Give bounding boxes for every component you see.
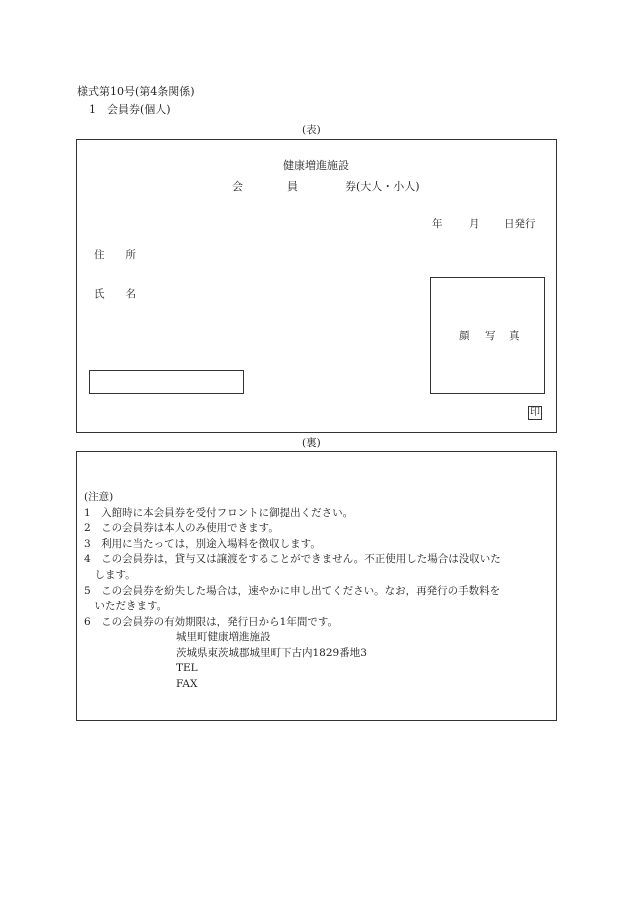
title-ken: 券(大人・小人) bbox=[345, 180, 420, 193]
note-line: 5 この会員券を紛失した場合は，速やかに申し出てください。なお，再発行の手数料を bbox=[84, 584, 501, 597]
notes-heading: (注意) bbox=[84, 491, 114, 503]
date-issue: 日発行 bbox=[504, 218, 536, 230]
notes-block bbox=[84, 490, 550, 630]
contact-fax: FAX bbox=[176, 677, 198, 690]
front-caption: (表) bbox=[302, 124, 321, 136]
photo-char-3: 真 bbox=[509, 330, 520, 342]
name-label: 氏 名 bbox=[94, 288, 136, 300]
note-line: 3 利用に当たっては，別途入場料を徴収します。 bbox=[84, 537, 321, 550]
note-line: いただきます。 bbox=[84, 600, 168, 613]
contact-address: 茨城県東茨城郡城里町下古内1829番地3 bbox=[176, 646, 367, 659]
card-front bbox=[76, 139, 557, 433]
back-caption: (裏) bbox=[302, 437, 321, 449]
seal-mark: 印 bbox=[530, 407, 540, 418]
title-char-kai: 会 bbox=[232, 180, 243, 193]
facility-name: 健康増進施設 bbox=[283, 159, 349, 172]
date-month: 月 bbox=[469, 218, 480, 230]
title-char-in: 員 bbox=[287, 180, 298, 193]
section-title: 1 会員券(個人) bbox=[89, 103, 171, 116]
note-line: 6 この会員券の有効期限は，発行日から1年間です。 bbox=[84, 615, 339, 628]
number-field-box bbox=[89, 370, 244, 394]
contact-tel: TEL bbox=[176, 662, 198, 675]
contact-block bbox=[176, 630, 367, 692]
note-line: 2 この会員券は本人のみ使用できます。 bbox=[84, 522, 279, 535]
photo-char-1: 顔 bbox=[459, 330, 470, 342]
photo-char-2: 写 bbox=[485, 330, 496, 342]
photo-box bbox=[430, 277, 545, 394]
address-label: 住 所 bbox=[94, 249, 136, 261]
date-year: 年 bbox=[432, 218, 443, 230]
note-line: 4 この会員券は，貸与又は譲渡をすることができません。不正使用した場合は没収いた bbox=[84, 553, 501, 566]
form-header: 様式第10号(第4条関係) bbox=[77, 85, 195, 98]
note-line: します。 bbox=[84, 568, 136, 581]
note-line: 1 入館時に本会員券を受付フロントに御提出ください。 bbox=[84, 506, 354, 519]
contact-name: 城里町健康増進施設 bbox=[176, 631, 271, 643]
